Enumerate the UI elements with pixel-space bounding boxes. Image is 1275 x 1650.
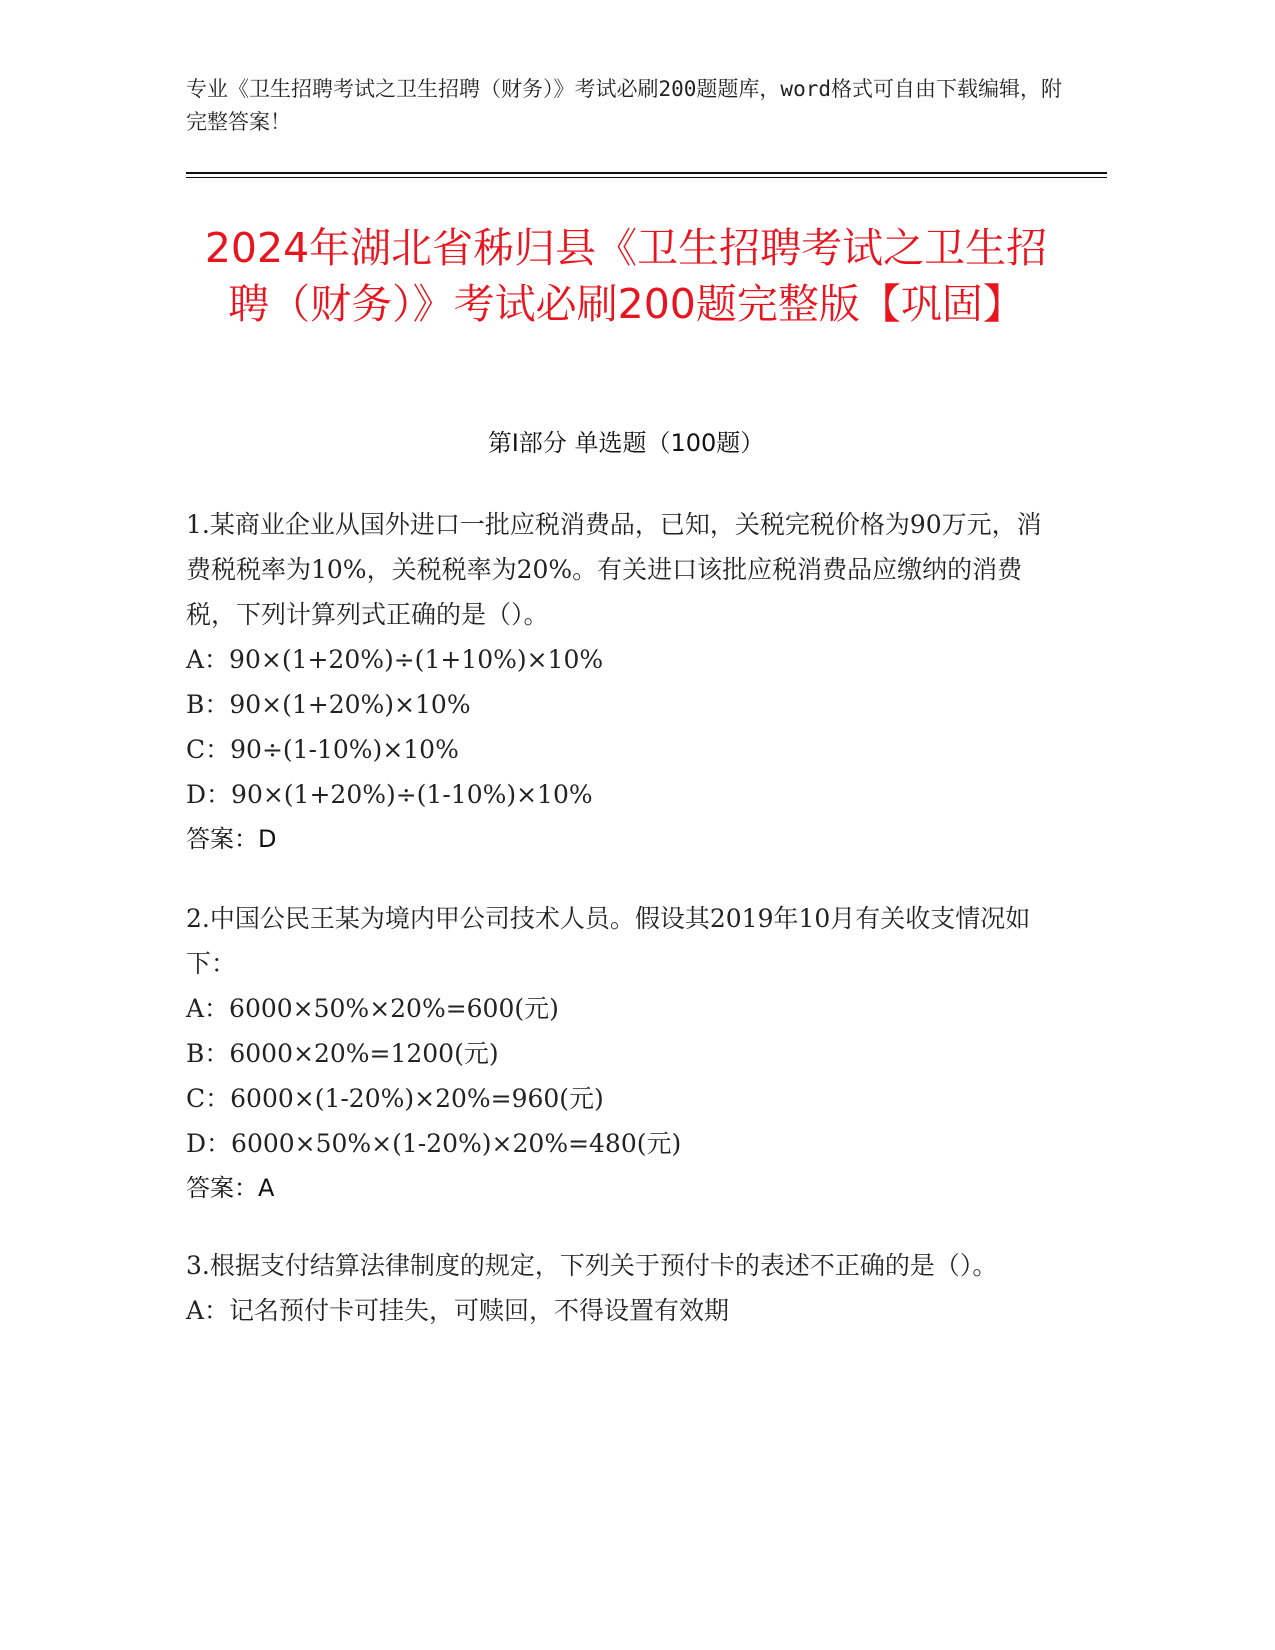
option-a: A：记名预付卡可挂失，可赎回，不得设置有效期 (186, 1296, 730, 1325)
header-note: 专业《卫生招聘考试之卫生招聘（财务）》考试必刷200题题库，word格式可自由下载编辑，附完整答案！ (186, 77, 1062, 134)
answer-label: 答案：A (186, 1174, 275, 1202)
header-rule-thick (186, 172, 1107, 174)
option-b: B：90×(1+20%)×10% (186, 690, 471, 719)
question-stem: 1.某商业企业从国外进口一批应税消费品，已知，关税完税价格为90万元，消费税税率为10%，关税税率为20%。有关进口该批应税消费品应缴纳的消费税，下列计算列式正确的是（）。 (186, 510, 1042, 629)
question-stem: 2.中国公民王某为境内甲公司技术人员。假设其2019年10月有关收支情况如下： (186, 904, 1031, 978)
section-heading: 第I部分 单选题（100题） (487, 429, 765, 457)
document-title: 2024年湖北省秭归县《卫生招聘考试之卫生招聘（财务）》考试必刷200题完整版【巩固】 (204, 224, 1048, 328)
question-3 (186, 1243, 1066, 1333)
option-d: D：6000×50%×(1-20%)×20%=480(元) (186, 1129, 682, 1158)
question-stem: 3.根据支付结算法律制度的规定，下列关于预付卡的表述不正确的是（）。 (186, 1251, 998, 1280)
question-1 (186, 502, 1066, 862)
answer-label: 答案：D (186, 825, 277, 853)
option-c: C：6000×(1-20%)×20%=960(元) (186, 1084, 604, 1113)
option-a: A：6000×50%×20%=600(元) (186, 994, 559, 1023)
option-b: B：6000×20%=1200(元) (186, 1039, 499, 1068)
question-2 (186, 896, 1066, 1211)
header-rule-thin (186, 177, 1107, 178)
option-c: C：90÷(1-10%)×10% (186, 735, 459, 764)
option-d: D：90×(1+20%)÷(1-10%)×10% (186, 780, 593, 809)
option-a: A：90×(1+20%)÷(1+10%)×10% (186, 645, 604, 674)
